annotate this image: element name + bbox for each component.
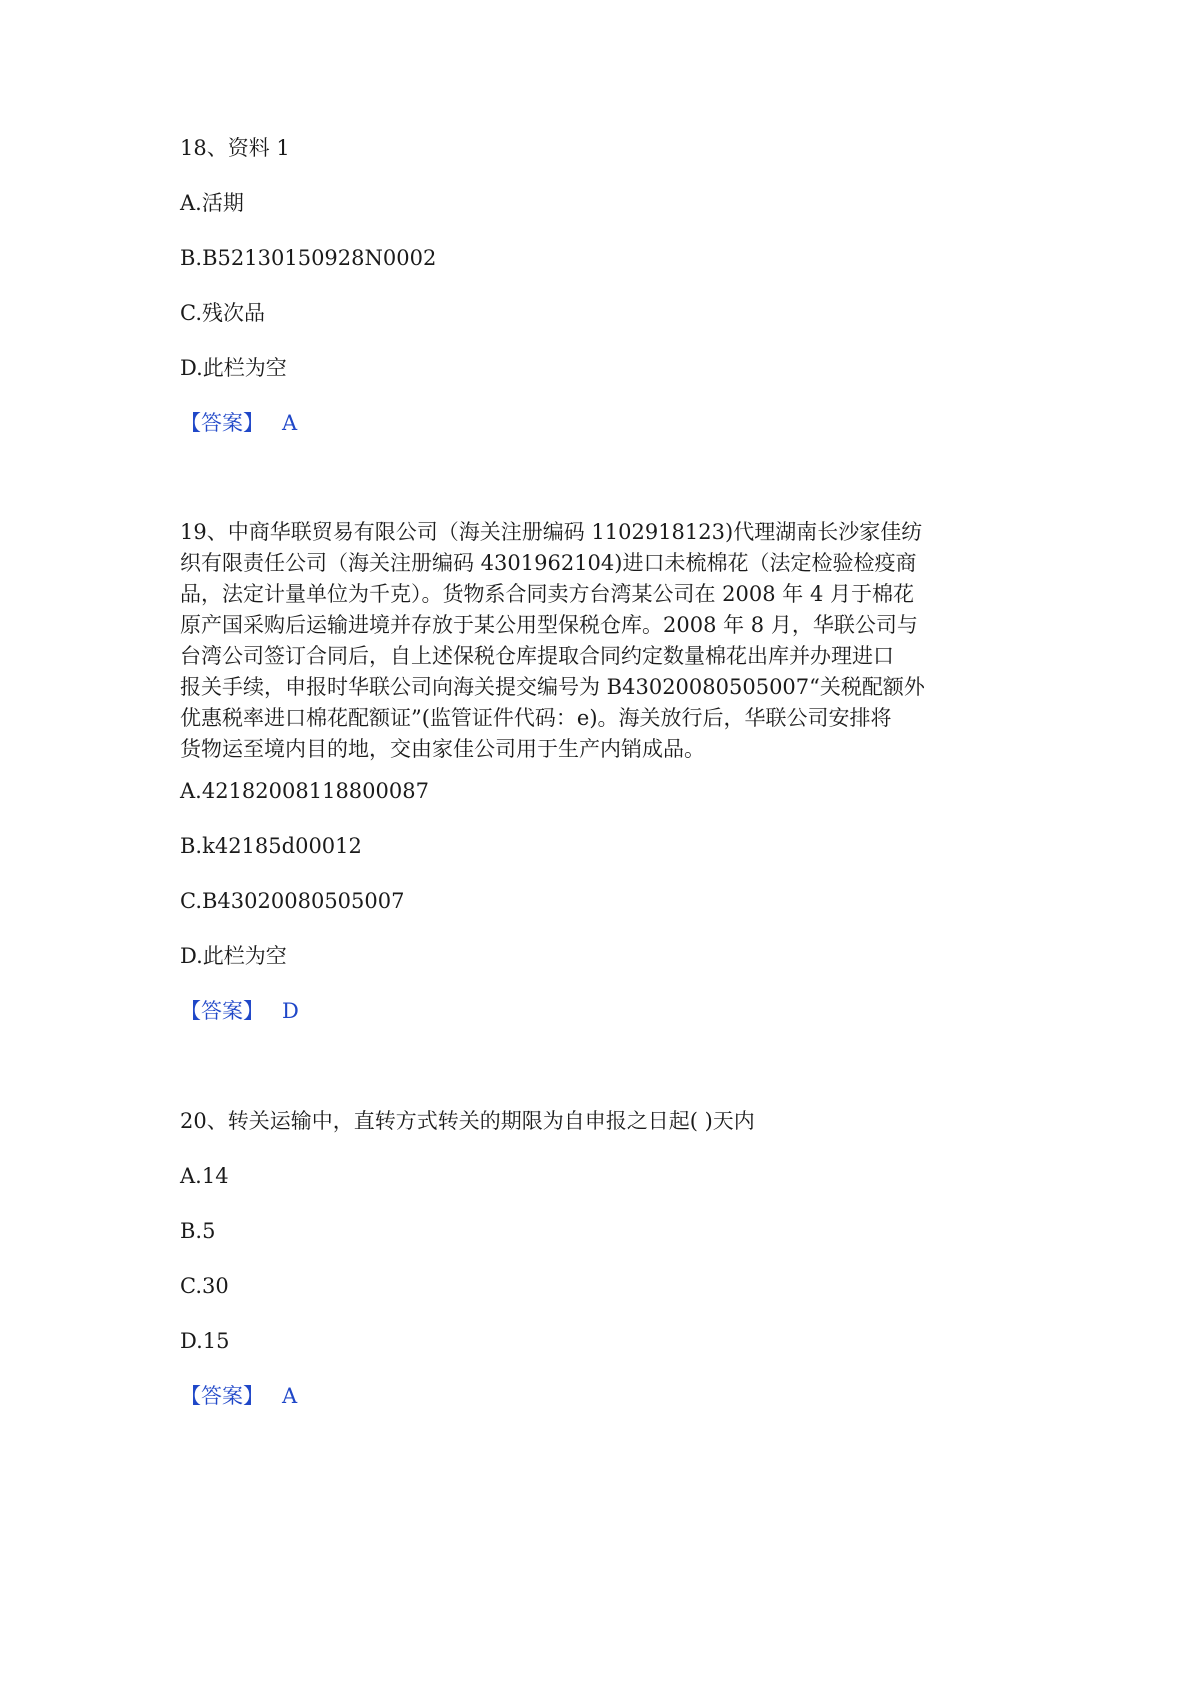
answer-value: D: [282, 999, 299, 1023]
question-20-option-a: A.14: [180, 1164, 229, 1188]
question-18-option-a: A.活期: [180, 191, 244, 215]
question-20-option-d: D.15: [180, 1329, 230, 1353]
question-19-stem-line-8: 货物运至境内目的地，交由家佳公司用于生产内销成品。: [180, 737, 705, 761]
question-20-answer: [180, 1381, 297, 1411]
question-19-answer: [180, 996, 299, 1026]
question-19-stem-line-6: 报关手续，申报时华联公司向海关提交编号为 B43020080505007“关税配额外: [180, 675, 925, 699]
question-19-stem-line-2: 织有限责任公司（海关注册编码 4301962104)进口未梳棉花（法定检验检疫商: [180, 551, 917, 575]
question-19-option-b: B.k42185d00012: [180, 834, 362, 858]
question-18-option-b: B.B52130150928N0002: [180, 246, 437, 270]
answer-label: 【答案】: [180, 999, 264, 1023]
question-19-option-a: A.42182008118800087: [180, 779, 429, 803]
question-19-stem-line-3: 品，法定计量单位为千克）。货物系合同卖方台湾某公司在 2008 年 4 月于棉花: [180, 582, 915, 606]
question-19-option-d: D.此栏为空: [180, 944, 287, 968]
answer-label: 【答案】: [180, 411, 264, 435]
question-18-option-d: D.此栏为空: [180, 356, 287, 380]
answer-value: A: [282, 411, 298, 435]
question-19-stem-line-1: 19、中商华联贸易有限公司（海关注册编码 1102918123)代理湖南长沙家佳纺: [180, 520, 923, 544]
answer-label: 【答案】: [180, 1384, 264, 1408]
question-18-stem: 18、资料 1: [180, 136, 290, 160]
question-19-stem-line-5: 台湾公司签订合同后，自上述保税仓库提取合同约定数量棉花出库并办理进口: [180, 644, 894, 668]
question-20-option-b: B.5: [180, 1219, 216, 1243]
question-18-answer: [180, 408, 297, 438]
answer-value: A: [282, 1384, 298, 1408]
question-19-stem-line-4: 原产国采购后运输进境并存放于某公用型保税仓库。2008 年 8 月，华联公司与: [180, 613, 918, 637]
question-19-option-c: C.B43020080505007: [180, 889, 405, 913]
question-19-stem-line-7: 优惠税率进口棉花配额证”(监管证件代码：e)。海关放行后，华联公司安排将: [180, 706, 892, 730]
question-20-stem: 20、转关运输中，直转方式转关的期限为自申报之日起( )天内: [180, 1109, 755, 1133]
question-20-option-c: C.30: [180, 1274, 229, 1298]
question-18-option-c: C.残次品: [180, 301, 265, 325]
